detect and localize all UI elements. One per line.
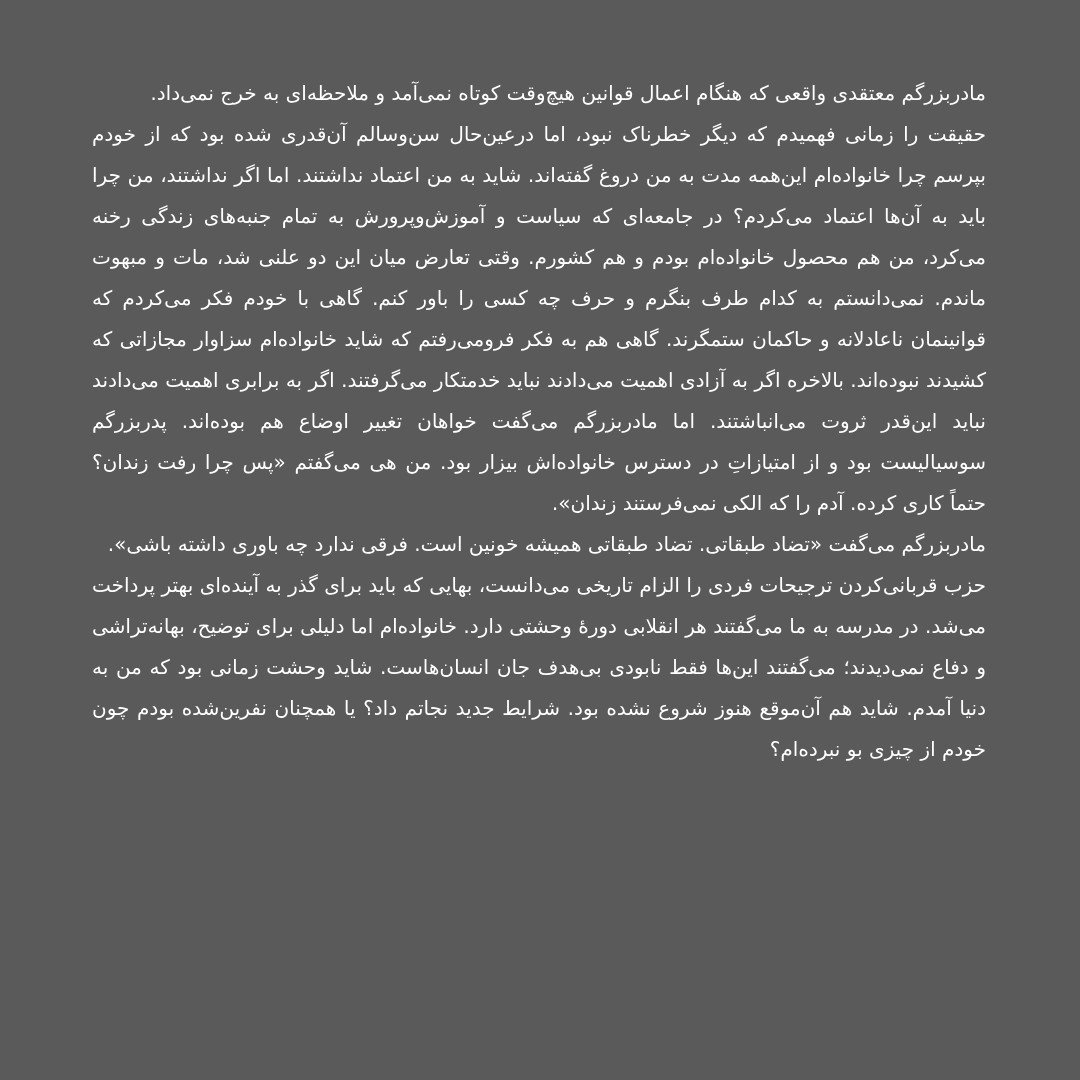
paragraph-2: حقیقت را زمانی فهمیدم که دیگر خطرناک نبود، اما درعین‌حال سن‌وسالم آن‌قدری شده بود که از خودم بپرسم چرا خانواده‌ام این‌همه مدت به من دروغ گفته‌اند. شاید به من اعتماد نداشتند. اما اگر نداشتند، من چرا باید به آن‌ها اعتماد می‌کردم؟ در جامعه‌ای که سیاست و آموزش‌وپرورش به تمام جنبه‌های زندگی رخنه می‌کرد، من هم محصول خانواده‌ام بودم و هم کشورم. وقتی تعارض میان این دو علنی شد، مات و مبهوت ماندم. نمی‌دانستم به کدام طرف بنگرم و حرف چه کسی را باور کنم. گاهی با خودم فکر می‌کردم که قوانینمان ناعادلانه و حاکمان ستمگرند. گاهی هم به فکر فرومی‌رفتم که شاید خانواده‌ام سزاوار مجازاتی که کشیدند نبوده‌اند. بالاخره اگر به آزادی اهمیت می‌دادند نباید خدمتکار می‌گرفتند. اگر به برابری اهمیت می‌دادند نباید این‌قدر ثروت می‌انباشتند. اما مادربزرگم می‌گفت خواهان تغییر اوضاع هم بوده‌اند. پدربزرگم سوسیالیست بود و از امتیازاتِ در دسترس خانواده‌اش بیزار بود. من هی می‌گفتم «پس چرا رفت زندان؟ حتماً کاری کرده. آدم را که الکی نمی‌فرستند زندان». — [92, 122, 986, 515]
paragraph-1: مادربزرگم معتقدی واقعی که هنگام اعمال قوانین هیچ‌وقت کوتاه نمی‌آمد و ملاحظه‌ای به خرج نمی‌داد. — [150, 81, 986, 105]
paragraph-3: مادربزرگم می‌گفت «تضاد طبقاتی. تضاد طبقاتی همیشه خونین است. فرقی ندارد چه باوری داشته باشی». — [107, 532, 986, 556]
body-text — [92, 73, 986, 770]
paragraph-4: حزب قربانی‌کردن ترجیحات فردی را الزام تاریخی می‌دانست، بهایی که باید برای گذر به آینده‌ای بهتر پرداخت می‌شد. در مدرسه به ما می‌گفتند هر انقلابی دورهٔ وحشتی دارد. خانواده‌ام اما دلیلی برای توضیح، بهانه‌تراشی و دفاع نمی‌دیدند؛ می‌گفتند این‌ها فقط نابودی بی‌هدف جان انسان‌هاست. شاید وحشت زمانی بود که من به دنیا آمدم. شاید هم آن‌موقع هنوز شروع نشده بود. شرایط جدید نجاتم داد؟ یا همچنان نفرین‌شده بودم چون خودم از چیزی بو نبرده‌ام؟ — [92, 573, 986, 761]
